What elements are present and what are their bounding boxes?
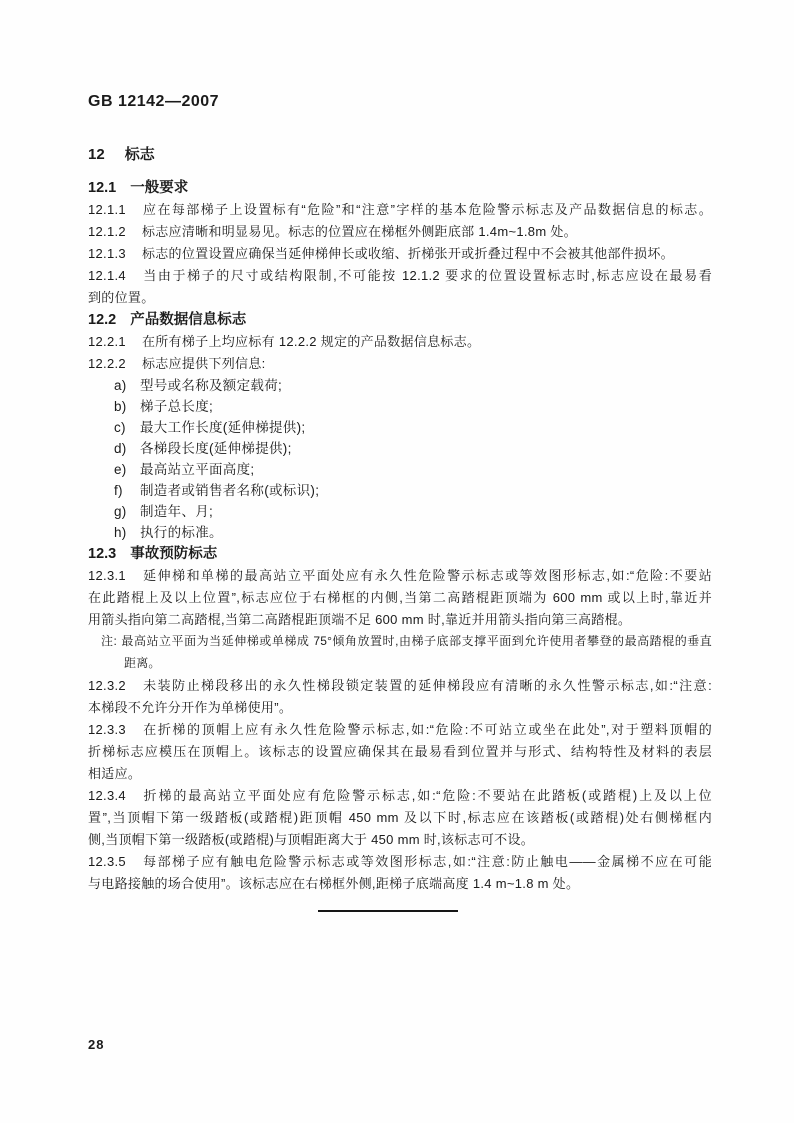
list-item-text: 梯子总长度; bbox=[140, 399, 214, 414]
list-item-text: 最高站立平面高度; bbox=[140, 462, 255, 477]
clause-number: 12.3.3 bbox=[88, 722, 126, 737]
clause-number: 12.3.4 bbox=[88, 788, 126, 803]
list-item-text: 执行的标准。 bbox=[140, 525, 223, 540]
clause-text: 在此踏棍上及以上位置”,标志应位于右梯框的内侧,当第二高踏棍距顶端为 600 mm 或以上时,靠近并 bbox=[88, 590, 712, 605]
standard-number-header: GB 12142—2007 bbox=[88, 93, 220, 110]
clause-12-1-2 bbox=[88, 221, 712, 243]
list-item-letter: g) bbox=[114, 504, 127, 519]
chapter-title: 标志 bbox=[124, 146, 155, 163]
note-text: 距离。 bbox=[124, 656, 161, 670]
section-title: 事故预防标志 bbox=[130, 546, 218, 562]
clause-number: 12.3.1 bbox=[88, 568, 126, 583]
clause-number: 12.3.2 bbox=[88, 678, 126, 693]
note-12-3-1 bbox=[101, 631, 712, 675]
list-item-letter: d) bbox=[114, 441, 127, 456]
clause-text: 标志应提供下列信息: bbox=[141, 356, 266, 371]
section-title: 产品数据信息标志 bbox=[130, 312, 247, 328]
list-item-text: 制造者或销售者名称(或标识); bbox=[140, 483, 320, 498]
list-item-text: 型号或名称及额定载荷; bbox=[140, 378, 283, 393]
clause-text: 折梯的最高站立平面处应有危险警示标志,如:“危险:不要站在此踏板(或踏棍)上及以上位 bbox=[141, 788, 712, 803]
clause-text: 本梯段不允许分开作为单梯使用”。 bbox=[88, 700, 293, 715]
list-item-letter: f) bbox=[114, 483, 123, 498]
list-item-f bbox=[114, 480, 712, 501]
clause-12-3-5 bbox=[88, 851, 712, 895]
list-item-h bbox=[114, 522, 712, 543]
clause-text: 折梯标志应模压在顶帽上。该标志的设置应确保其在最易看到位置并与形式、结构特性及材料的表层 bbox=[88, 744, 712, 759]
list-item-letter: e) bbox=[114, 462, 127, 477]
clause-text: 应在每部梯子上设置标有“危险”和“注意”字样的基本危险警示标志及产品数据信息的标志。 bbox=[141, 202, 712, 217]
section-number: 12.2 bbox=[88, 312, 117, 328]
list-item-text: 制造年、月; bbox=[140, 504, 214, 519]
section-number: 12.1 bbox=[88, 180, 117, 196]
clause-12-3-3 bbox=[88, 719, 712, 785]
clause-12-2-2 bbox=[88, 353, 712, 375]
clause-number: 12.3.5 bbox=[88, 854, 126, 869]
note-label: 注: bbox=[101, 634, 118, 648]
chapter-number: 12 bbox=[88, 146, 105, 163]
clause-text: 相适应。 bbox=[88, 766, 142, 781]
page-content bbox=[88, 93, 712, 912]
list-item-letter: c) bbox=[114, 420, 126, 435]
list-item-text: 各梯段长度(延伸梯提供); bbox=[140, 441, 292, 456]
clause-12-1-3 bbox=[88, 243, 712, 265]
clause-12-1-1 bbox=[88, 199, 712, 221]
end-of-section-divider bbox=[318, 910, 458, 912]
clause-number: 12.1.3 bbox=[88, 246, 126, 261]
clause-text: 在所有梯子上均应标有 12.2.2 规定的产品数据信息标志。 bbox=[141, 334, 481, 349]
list-item-g bbox=[114, 501, 712, 522]
section-heading-12-3 bbox=[88, 543, 712, 565]
list-item-c bbox=[114, 417, 712, 438]
list-item-a bbox=[114, 375, 712, 396]
section-heading-12-2 bbox=[88, 309, 712, 331]
list-item-letter: b) bbox=[114, 399, 127, 414]
clause-text: 在折梯的顶帽上应有永久性危险警示标志,如:“危险:不可站立或坐在此处”,对于塑料顶帽的 bbox=[141, 722, 712, 737]
clause-number: 12.1.1 bbox=[88, 202, 126, 217]
clause-number: 12.2.2 bbox=[88, 356, 126, 371]
clause-12-2-1 bbox=[88, 331, 712, 353]
clause-text: 标志的位置设置应确保当延伸梯伸长或收缩、折梯张开或折叠过程中不会被其他部件损坏。 bbox=[141, 246, 674, 261]
list-item-d bbox=[114, 438, 712, 459]
clause-12-3-1 bbox=[88, 565, 712, 631]
page-number: 28 bbox=[88, 1037, 105, 1052]
clause-text: 延伸梯和单梯的最高站立平面处应有永久性危险警示标志或等效图形标志,如:“危险:不要站 bbox=[141, 568, 712, 583]
clause-text: 标志应清晰和明显易见。标志的位置应在梯框外侧距底部 1.4m~1.8m 处。 bbox=[141, 224, 577, 239]
clause-text: 每部梯子应有触电危险警示标志或等效图形标志,如:“注意:防止触电——金属梯不应在可能 bbox=[141, 854, 712, 869]
clause-number: 12.1.2 bbox=[88, 224, 126, 239]
clause-text: 侧,当顶帽下第一级踏板(或踏棍)与顶帽距离大于 450 mm 时,该标志可不设。 bbox=[88, 832, 535, 847]
chapter-heading-12 bbox=[88, 144, 712, 166]
clause-text: 未装防止梯段移出的永久性梯段锁定装置的延伸梯段应有清晰的永久性警示标志,如:“注意: bbox=[141, 678, 712, 693]
list-item-e bbox=[114, 459, 712, 480]
clause-12-1-4 bbox=[88, 265, 712, 309]
clause-number: 12.2.1 bbox=[88, 334, 126, 349]
section-number: 12.3 bbox=[88, 546, 117, 562]
list-item-letter: a) bbox=[114, 378, 127, 393]
clause-text: 用箭头指向第二高踏棍,当第二高踏棍距顶端不足 600 mm 时,靠近并用箭头指向第三高踏棍。 bbox=[88, 612, 632, 627]
clause-text: 置”,当顶帽下第一级踏板(或踏棍)距顶帽 450 mm 及以下时,标志应在该踏板(或踏棍)处右侧梯框内 bbox=[88, 810, 712, 825]
clause-number: 12.1.4 bbox=[88, 268, 126, 283]
section-heading-12-1 bbox=[88, 177, 712, 199]
list-item-letter: h) bbox=[114, 525, 127, 540]
section-title: 一般要求 bbox=[130, 180, 189, 196]
clause-text: 与电路接触的场合使用”。该标志应在右梯框外侧,距梯子底端高度 1.4 m~1.8 m 处。 bbox=[88, 876, 580, 891]
clause-text: 到的位置。 bbox=[88, 290, 155, 305]
list-item-text: 最大工作长度(延伸梯提供); bbox=[140, 420, 306, 435]
list-item-b bbox=[114, 396, 712, 417]
note-text: 最高站立平面为当延伸梯或单梯成 75°倾角放置时,由梯子底部支撑平面到允许使用者攀登的最高踏棍的垂直 bbox=[121, 634, 712, 648]
clause-12-3-4 bbox=[88, 785, 712, 851]
clause-12-3-2 bbox=[88, 675, 712, 719]
information-list bbox=[88, 375, 712, 543]
clause-text: 当由于梯子的尺寸或结构限制,不可能按 12.1.2 要求的位置设置标志时,标志应设在最易看 bbox=[141, 268, 712, 283]
